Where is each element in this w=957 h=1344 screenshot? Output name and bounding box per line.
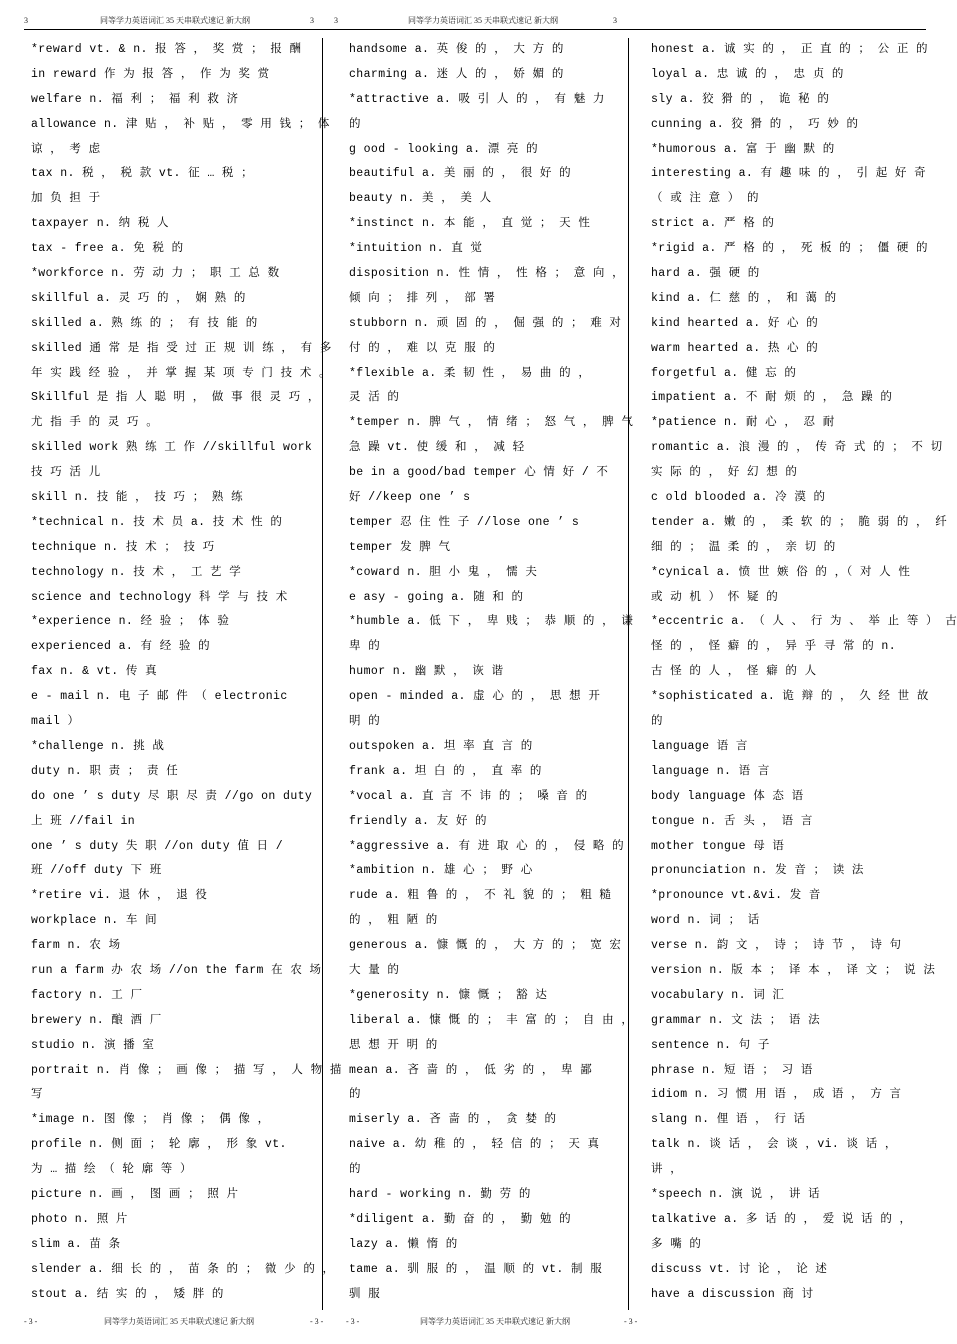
vocab-line: taxpayer n. 纳 税 人 (31, 217, 169, 231)
vocab-line: *diligent a. 勤 奋 的 ， 勤 勉 的 (349, 1212, 572, 1226)
vocab-line: skilled a. 熟 练 的 ； 有 技 能 的 (31, 316, 258, 330)
vocab-line: 驯 服 (349, 1287, 381, 1301)
vocab-line: 或 动 机 ） 怀 疑 的 (651, 590, 779, 604)
vocab-line: *temper n. 脾 气 ， 情 绪 ； 怒 气 ， 脾 气 (349, 416, 634, 430)
vocab-line: strict a. 严 格 的 (651, 217, 775, 231)
vocab-line: *eccentric a. （ 人 、 行 为 、 举 止 等 ） 古 (651, 615, 957, 629)
vocab-line: outspoken a. 坦 率 直 言 的 (349, 739, 533, 753)
footer-page-number-mid-b: - 3 - (346, 1317, 360, 1326)
vocab-line: *flexible a. 柔 韧 性 ， 易 曲 的 ， (349, 366, 591, 380)
column-middle (349, 38, 634, 1310)
vocab-line: forgetful a. 健 忘 的 (651, 366, 797, 380)
vocab-line: tongue n. 舌 头 ， 语 言 (651, 814, 813, 828)
vocab-line: humor n. 幽 默 ， 诙 谐 (349, 665, 504, 679)
vocab-line: 的 (349, 1088, 361, 1102)
vocab-line: beauty n. 美 ， 美 人 (349, 192, 492, 206)
vocab-line: 的 (349, 117, 361, 131)
header-page-number-mid-b: 3 (334, 16, 338, 25)
vocab-line: mother tongue 母 语 (651, 839, 785, 853)
vocab-line: frank a. 坦 白 的 ， 直 率 的 (349, 764, 542, 778)
vocab-line: vocabulary n. 词 汇 (651, 988, 785, 1002)
vocab-line: welfare n. 福 利 ； 福 利 救 济 (31, 92, 239, 106)
page-footer (24, 1315, 926, 1329)
vocab-line: kind a. 仁 慈 的 ， 和 蔼 的 (651, 291, 837, 305)
vocab-line: sentence n. 句 子 (651, 1038, 770, 1052)
vocab-line: experienced a. 有 经 验 的 (31, 640, 211, 654)
vocab-line: 讲 ， (651, 1163, 683, 1177)
vocab-line: *image n. 图 像 ； 肖 像 ； 偶 像 ， (31, 1113, 270, 1127)
vocab-line: 上 班 //fail in (31, 814, 136, 828)
vocab-line: 思 想 开 明 的 (349, 1038, 438, 1052)
vocab-line: science and technology 科 学 与 技 术 (31, 590, 288, 604)
vocab-line: talk n. 谈 话 ， 会 谈 ，vi. 谈 话 ， (651, 1138, 897, 1152)
vocab-line: in reward 作 为 报 答 ， 作 为 奖 赏 (31, 67, 270, 81)
vocab-line: romantic a. 浪 漫 的 ， 传 奇 式 的 ； 不 切 (651, 441, 943, 455)
vocab-line: *experience n. 经 验 ； 体 验 (31, 615, 230, 629)
vocab-line: hard - working n. 勤 劳 的 (349, 1187, 531, 1201)
vocab-line: language 语 言 (651, 739, 748, 753)
vocab-line: pronunciation n. 发 音 ； 读 法 (651, 864, 864, 878)
vocab-line: discuss vt. 讨 论 ， 论 述 (651, 1262, 828, 1276)
vocab-line: kind hearted a. 好 心 的 (651, 316, 819, 330)
vocab-line: *workforce n. 劳 动 力 ； 职 工 总 数 (31, 267, 280, 281)
vocab-line: do one ’ s duty 尽 职 尽 责 //go on duty (31, 789, 313, 803)
vocab-line: *aggressive a. 有 进 取 心 的 ， 侵 略 的 (349, 839, 625, 853)
vocab-line: *retire vi. 退 休 ， 退 役 (31, 889, 208, 903)
vocab-line: tax n. 税 ， 税 款 vt. 征 … 税 ； (31, 167, 254, 181)
vocab-line: 实 际 的 ， 好 幻 想 的 (651, 466, 798, 480)
vocab-line: handsome a. 英 俊 的 ， 大 方 的 (349, 43, 564, 56)
column-left (31, 38, 342, 1310)
vocab-line: fax n. & vt. 传 真 (31, 665, 158, 679)
column-divider-1 (322, 38, 323, 1310)
vocab-line: workplace n. 车 间 (31, 914, 158, 928)
vocab-line: 卑 的 (349, 640, 381, 654)
vocab-line: run a farm 办 农 场 //on the farm 在 农 场 (31, 963, 322, 977)
vocab-line: 倾 向 ； 排 列 ， 部 署 (349, 291, 496, 305)
vocab-line: e - mail n. 电 子 邮 件 （ electronic (31, 690, 288, 704)
header-page-number-left: 3 (24, 16, 28, 25)
vocab-line: （ 或 注 意 ） 的 (651, 192, 759, 206)
footer-page-number-left: - 3 - (24, 1317, 38, 1326)
vocab-line: cunning a. 狡 猾 的 ， 巧 妙 的 (651, 117, 859, 131)
vocab-line: 古 怪 的 人 ， 怪 癖 的 人 (651, 665, 817, 679)
vocab-line: *sophisticated a. 诡 辩 的 ， 久 经 世 故 (651, 690, 929, 704)
vocab-line: *generosity n. 慷 慨 ； 豁 达 (349, 988, 548, 1002)
vocab-line: talkative a. 多 话 的 ， 爱 说 话 的 ， (651, 1212, 912, 1226)
vocab-line: phrase n. 短 语 ； 习 语 (651, 1063, 813, 1077)
vocab-line: open - minded a. 虚 心 的 ， 思 想 开 (349, 690, 601, 704)
vocab-line: tender a. 嫩 的 ， 柔 软 的 ； 脆 弱 的 ， 纤 (651, 515, 948, 529)
column-right (651, 38, 957, 1310)
vocab-line: 班 //off duty 下 班 (31, 864, 162, 878)
vocab-line: verse n. 韵 文 ， 诗 ； 诗 节 ， 诗 句 (651, 939, 902, 953)
vocab-line: technique n. 技 术 ； 技 巧 (31, 540, 215, 554)
vocab-line: *attractive a. 吸 引 人 的 ， 有 魅 力 (349, 92, 605, 106)
footer-page-number-right: - 3 - (624, 1317, 638, 1326)
footer-page-number-mid: - 3 - (310, 1317, 324, 1326)
vocab-line: *ambition n. 雄 心 ； 野 心 (349, 864, 533, 878)
vocab-line: studio n. 演 播 室 (31, 1038, 155, 1052)
vocab-line: technology n. 技 术 ， 工 艺 学 (31, 565, 242, 579)
vocab-line: 好 //keep one ’ s (349, 491, 471, 505)
vocab-line: g ood - looking a. 漂 亮 的 (349, 142, 539, 156)
vocab-line: *rigid a. 严 格 的 ， 死 板 的 ； 僵 硬 的 (651, 242, 928, 256)
vocab-line: have a discussion 商 讨 (651, 1287, 814, 1301)
vocab-line: 的 ， 粗 陋 的 (349, 914, 438, 928)
vocab-line: 的 (349, 1163, 361, 1177)
vocab-line: Skillful 是 指 人 聪 明 ， 做 事 很 灵 巧 ， (31, 391, 320, 405)
vocab-line: stubborn n. 顽 固 的 ， 倔 强 的 ； 难 对 (349, 316, 622, 330)
vocab-line: naive a. 幼 稚 的 ， 轻 信 的 ； 天 真 (349, 1138, 600, 1152)
vocab-line: rude a. 粗 鲁 的 ， 不 礼 貌 的 ； 粗 糙 (349, 889, 612, 903)
vocab-line: version n. 版 本 ； 译 本 ， 译 文 ； 说 法 (651, 963, 936, 977)
vocab-line: 细 的 ； 温 柔 的 ， 亲 切 的 (651, 540, 836, 554)
vocab-line: 付 的 ， 难 以 克 服 的 (349, 341, 496, 355)
vocab-line: miserly a. 吝 啬 的 ， 贪 婪 的 (349, 1113, 557, 1127)
vocab-line: hard a. 强 硬 的 (651, 267, 760, 281)
vocab-line: 的 (651, 715, 663, 729)
vocab-line: slang n. 俚 语 ， 行 话 (651, 1113, 806, 1127)
vocab-line: allowance n. 津 贴 ， 补 贴 ， 零 用 钱 ； 体 (31, 117, 330, 131)
vocab-line: 多 嘴 的 (651, 1237, 702, 1251)
vocab-line: 技 巧 活 儿 (31, 466, 101, 480)
vocab-line: friendly a. 友 好 的 (349, 814, 487, 828)
vocab-line: mean a. 吝 啬 的 ， 低 劣 的 ， 卑 鄙 (349, 1063, 593, 1077)
footer-title-left: 同等学力英语词汇 35 天串联式速记 新大纲 (104, 1317, 254, 1326)
vocab-line: tame a. 驯 服 的 ， 温 顺 的 vt. 制 服 (349, 1262, 603, 1276)
vocab-line: 大 量 的 (349, 963, 400, 977)
vocab-line: idiom n. 习 惯 用 语 ， 成 语 ， 方 言 (651, 1088, 902, 1102)
vocab-line: slim a. 苗 条 (31, 1237, 121, 1251)
vocab-line: *speech n. 演 说 ， 讲 话 (651, 1187, 821, 1201)
vocab-line: 灵 活 的 (349, 391, 400, 405)
header-page-number-mid-a: 3 (310, 16, 314, 25)
vocab-line: 明 的 (349, 715, 381, 729)
vocab-line: word n. 词 ； 话 (651, 914, 760, 928)
vocab-line: charming a. 迷 人 的 ， 娇 媚 的 (349, 67, 564, 81)
vocab-line: loyal a. 忠 诚 的 ， 忠 贞 的 (651, 67, 844, 81)
vocab-line: beautiful a. 美 丽 的 ， 很 好 的 (349, 167, 572, 181)
vocab-line: *cynical a. 愤 世 嫉 俗 的 ，（ 对 人 性 (651, 565, 911, 579)
vocab-line: disposition n. 性 情 ， 性 格 ； 意 向 ， (349, 267, 625, 281)
vocab-line: factory n. 工 厂 (31, 988, 143, 1002)
vocab-line: *vocal a. 直 言 不 讳 的 ； 嗓 音 的 (349, 789, 588, 803)
vocab-line: honest a. 诚 实 的 ， 正 直 的 ； 公 正 的 (651, 43, 928, 56)
vocab-line: portrait n. 肖 像 ； 画 像 ； 描 写 ， 人 物 描 (31, 1063, 342, 1077)
vocab-line: skilled 通 常 是 指 受 过 正 规 训 练 ， 有 多 (31, 341, 332, 355)
vocab-line: warm hearted a. 热 心 的 (651, 341, 819, 355)
vocab-line: language n. 语 言 (651, 764, 770, 778)
header-page-number-right: 3 (613, 16, 617, 25)
vocab-line: grammar n. 文 法 ； 语 法 (651, 1013, 821, 1027)
page-header (24, 14, 926, 28)
vocab-line: liberal a. 慷 慨 的 ； 丰 富 的 ； 自 由 ， (349, 1013, 634, 1027)
vocab-line: interesting a. 有 趣 味 的 ， 引 起 好 奇 (651, 167, 927, 181)
vocab-line: *instinct n. 本 能 ， 直 觉 ； 天 性 (349, 217, 591, 231)
vocab-line: skill n. 技 能 ， 技 巧 ； 熟 练 (31, 491, 244, 505)
vocab-line: duty n. 职 责 ； 责 任 (31, 764, 179, 778)
vocab-line: *challenge n. 挑 战 (31, 739, 165, 753)
column-divider-2 (628, 38, 629, 1310)
vocab-line: e asy - going a. 随 和 的 (349, 590, 524, 604)
vocab-line: *coward n. 胆 小 鬼 ， 懦 夫 (349, 565, 538, 579)
vocab-line: sly a. 狡 猾 的 ， 诡 秘 的 (651, 92, 830, 106)
vocab-line: photo n. 照 片 (31, 1212, 128, 1226)
vocab-line: 谅 ， 考 虑 (31, 142, 101, 156)
vocab-line: 加 负 担 于 (31, 192, 101, 206)
vocab-line: impatient a. 不 耐 烦 的 ， 急 躁 的 (651, 391, 893, 405)
vocab-line: 尤 指 手 的 灵 巧 。 (31, 416, 159, 430)
vocab-line: *intuition n. 直 觉 (349, 242, 483, 256)
vocab-line: c old blooded a. 冷 漠 的 (651, 491, 826, 505)
vocab-line: skillful a. 灵 巧 的 ， 娴 熟 的 (31, 291, 246, 305)
vocab-line: temper 忍 住 性 子 //lose one ’ s (349, 515, 580, 529)
vocab-line: *technical n. 技 术 员 a. 技 术 性 的 (31, 515, 283, 529)
vocab-line: stout a. 结 实 的 ， 矮 胖 的 (31, 1287, 224, 1301)
footer-title-right: 同等学力英语词汇 35 天串联式速记 新大纲 (420, 1317, 570, 1326)
vocab-line: mail ） (31, 715, 80, 729)
vocab-line: be in a good/bad temper 心 情 好 / 不 (349, 466, 609, 480)
vocab-line: profile n. 侧 面 ； 轮 廓 ， 形 象 vt. (31, 1138, 287, 1152)
vocab-line: lazy a. 懒 惰 的 (349, 1237, 458, 1251)
vocab-line: slender a. 细 长 的 ， 苗 条 的 ； 微 少 的 ， (31, 1262, 335, 1276)
vocab-line: 年 实 践 经 验 ， 并 掌 握 某 项 专 门 技 术 。 (31, 366, 331, 380)
vocab-line: *reward vt. & n. 报 答 ， 奖 赏 ； 报 酬 (31, 43, 302, 56)
header-divider (24, 29, 926, 30)
vocab-line: 为 … 描 绘 （ 轮 廓 等 ） (31, 1163, 192, 1177)
vocab-line: picture n. 画 ， 图 画 ； 照 片 (31, 1187, 239, 1201)
vocab-line: temper 发 脾 气 (349, 540, 451, 554)
vocab-line: skilled work 熟 练 工 作 //skillful work (31, 441, 313, 455)
header-title-right: 同等学力英语词汇 35 天串联式速记 新大纲 (408, 16, 558, 25)
vocab-line: brewery n. 酿 酒 厂 (31, 1013, 162, 1027)
header-title-left: 同等学力英语词汇 35 天串联式速记 新大纲 (100, 16, 250, 25)
vocab-line: 写 (31, 1088, 43, 1102)
vocab-line: *humble a. 低 下 ， 卑 贱 ； 恭 顺 的 ， 谦 (349, 615, 634, 629)
vocab-line: farm n. 农 场 (31, 939, 121, 953)
vocab-line: *humorous a. 富 于 幽 默 的 (651, 142, 835, 156)
vocab-line: tax - free a. 免 税 的 (31, 242, 184, 256)
vocab-line: 怪 的 ， 怪 癖 的 ， 异 乎 寻 常 的 n. (651, 640, 897, 654)
vocab-line: body language 体 态 语 (651, 789, 804, 803)
vocab-line: generous a. 慷 慨 的 ， 大 方 的 ； 宽 宏 (349, 939, 622, 953)
vocab-line: 急 躁 vt. 使 缓 和 ， 减 轻 (349, 441, 525, 455)
vocab-line: *patience n. 耐 心 ， 忍 耐 (651, 416, 835, 430)
vocab-line: *pronounce vt.&vi. 发 音 (651, 889, 821, 903)
vocab-line: one ’ s duty 失 职 //on duty 值 日 / (31, 839, 284, 853)
